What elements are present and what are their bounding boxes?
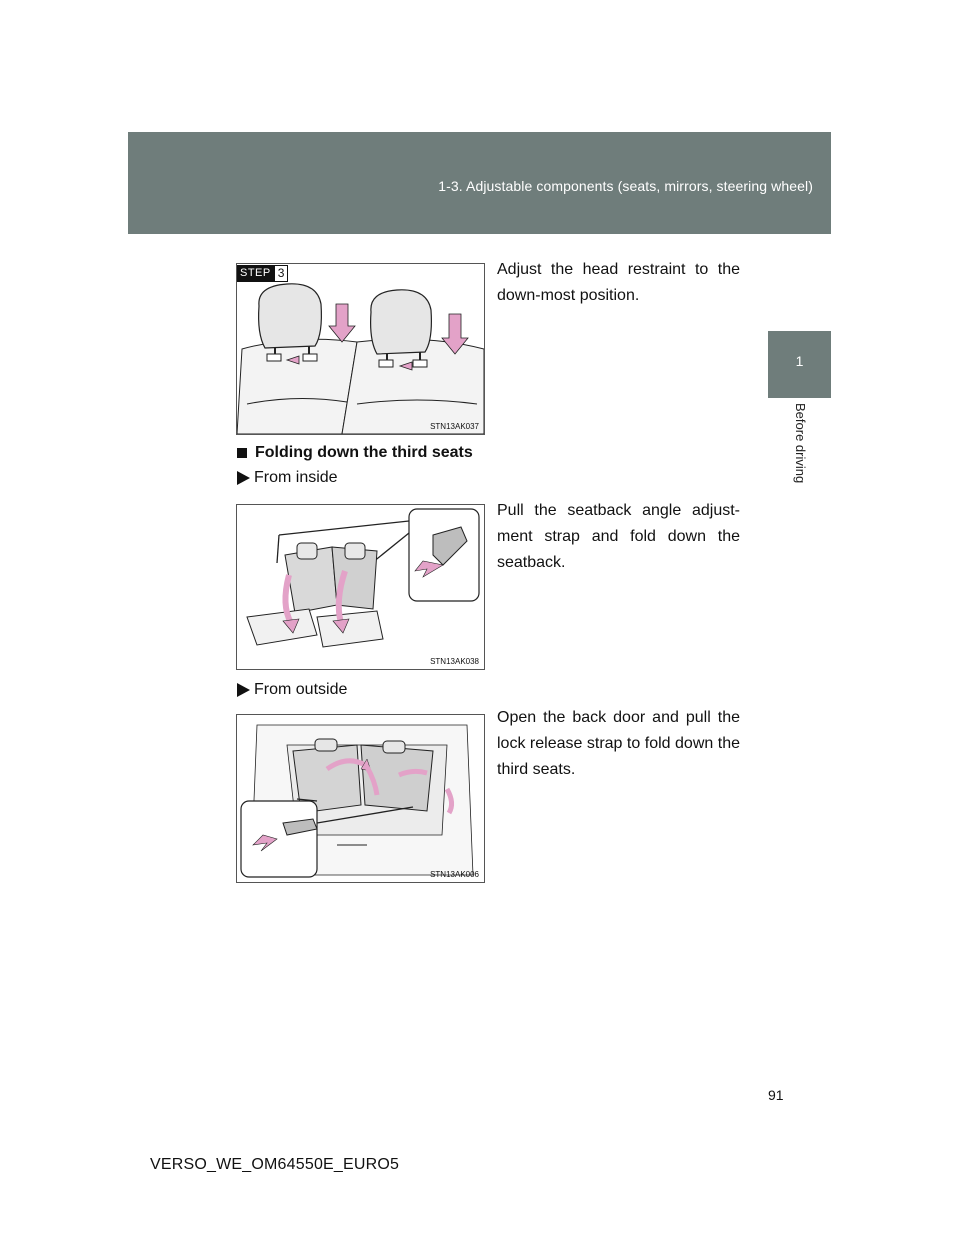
step-instruction: Adjust the head restraint to the down-most position.	[497, 261, 740, 304]
section-title: 1-3. Adjustable components (seats, mirrors, steering wheel)	[438, 178, 813, 194]
subheading-outside-text: From outside	[254, 681, 348, 698]
figure-fold-inside	[236, 504, 485, 670]
section-heading	[237, 444, 473, 462]
document-code: VERSO_WE_OM64550E_EURO5	[150, 1156, 400, 1173]
step-word: STEP	[237, 265, 274, 282]
bullet-square-icon	[237, 448, 247, 458]
step-badge	[237, 265, 288, 282]
chapter-tab	[768, 331, 831, 398]
section-heading-text: Folding down the third seats	[255, 444, 473, 461]
subheading-outside	[237, 681, 347, 699]
subheading-inside	[237, 469, 338, 487]
figure-fold-outside	[236, 714, 485, 883]
outside-instruction: Open the back door and pull the lock release strap to fold down the third seats.	[497, 709, 740, 778]
triangle-bullet-icon	[237, 471, 250, 485]
inside-instruction: Pull the seatback angle adjust-ment strap and fold down the seatback.	[497, 502, 740, 571]
head-restraint-illustration	[237, 264, 484, 434]
figure-code: STN13AK038	[430, 657, 479, 666]
fold-outside-illustration	[237, 715, 484, 882]
subheading-inside-text: From inside	[254, 469, 338, 486]
figure-code: STN13AK006	[430, 870, 479, 879]
chapter-label: Before driving	[793, 403, 808, 484]
fold-inside-illustration	[237, 505, 484, 669]
figure-head-restraint	[236, 263, 485, 435]
figure-code: STN13AK037	[430, 422, 479, 431]
page-number: 91	[768, 1087, 784, 1103]
header-bar	[128, 132, 831, 234]
step-number: 3	[274, 265, 289, 282]
chapter-number: 1	[795, 353, 804, 369]
triangle-bullet-icon	[237, 683, 250, 697]
